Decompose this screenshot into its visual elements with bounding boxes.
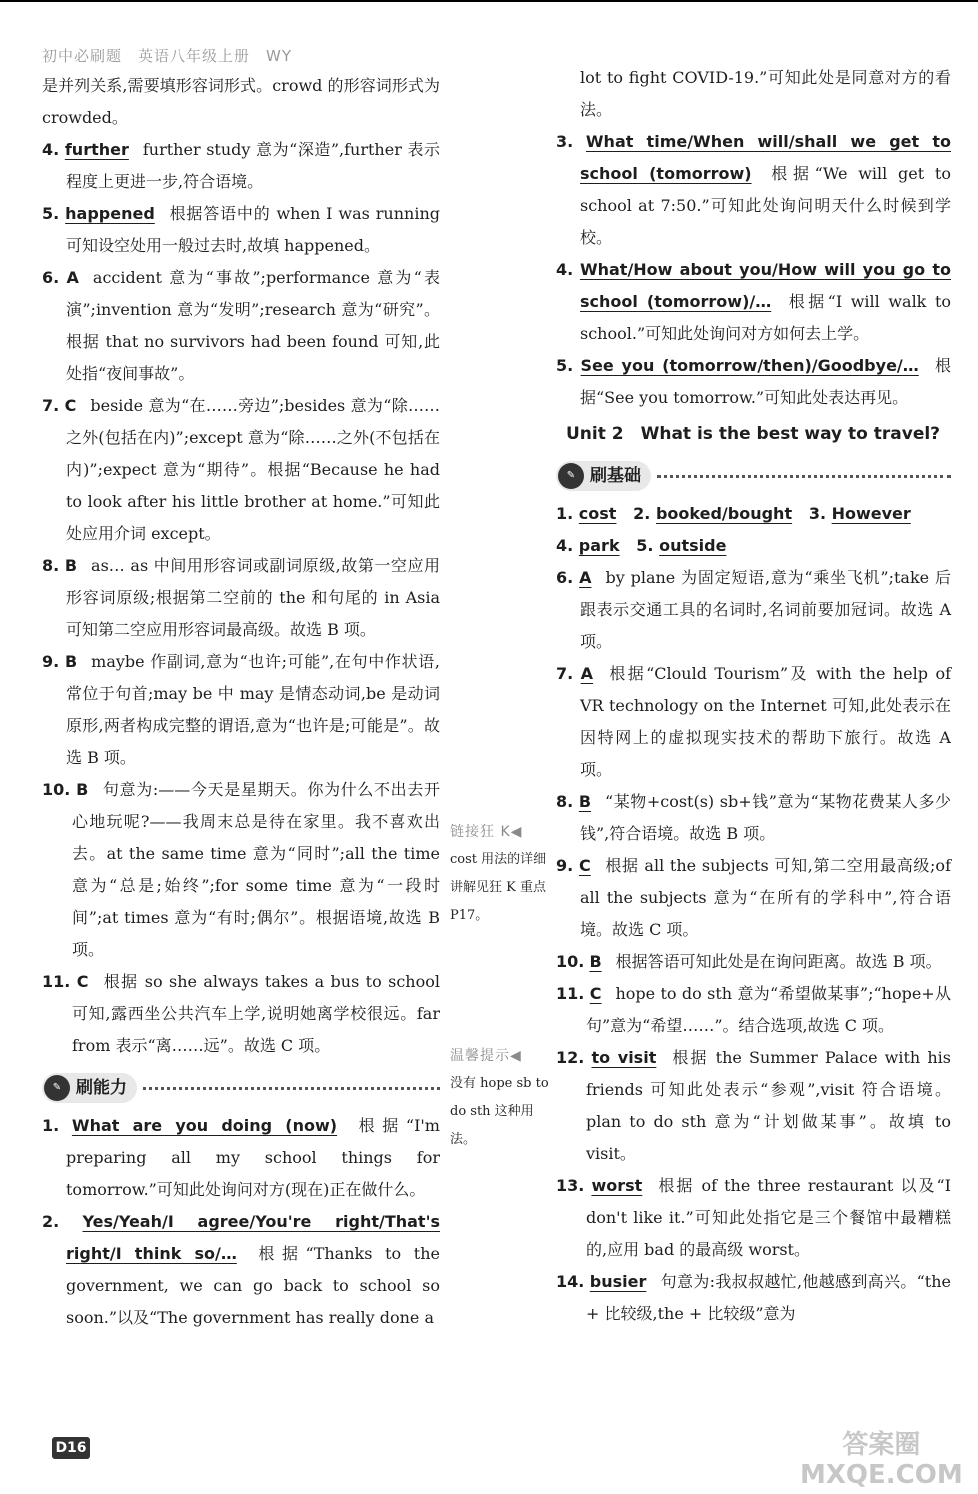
answer-item-b13: 13. worst 根据 of the three restaurant 以及“I don't like it.”可知此处指它是三个餐馆中最糟糕的,应用 bad 的最高级 worst。 xyxy=(556,1176,951,1259)
answer-item-r5: 5. See you (tomorrow/then)/Goodbye/… 根据“See you tomorrow.”可知此处表达再见。 xyxy=(556,356,951,407)
ability-item-2: 2. Yes/Yeah/I agree/You're right/That's right/I think so/… 根据“Thanks to the government, we can go back to school so soon.”以及“The government has really done a xyxy=(42,1212,441,1327)
dotted-divider xyxy=(657,475,951,478)
side-note-head: 温馨提示◀ xyxy=(450,1048,522,1064)
page-number: D16 xyxy=(52,1437,90,1459)
section-ability xyxy=(42,1068,440,1108)
top-rule xyxy=(0,0,978,2)
ability-item-1: 1. What are you doing (now) 根据“I'm preparing all my school things for tomorrow.”可知此处询问对方(现在)正在做什么。 xyxy=(42,1116,440,1199)
answer-item-4: 4. further further study 意为“深造”,further 表示程度上更进一步,符合语境。 xyxy=(42,140,440,191)
section-label: 刷基础 xyxy=(590,466,641,486)
page-header: 初中必刷题 英语八年级上册 WY xyxy=(42,47,292,65)
right-column xyxy=(556,62,951,1330)
answer-row-2: 4. park 5. outside xyxy=(556,536,727,555)
section-label: 刷能力 xyxy=(76,1078,127,1098)
section-badge xyxy=(42,1073,137,1103)
side-note-text: 没有 hope sb to do sth 这种用法。 xyxy=(450,1076,549,1147)
answer-item-8: 8. B as… as 中间用形容词或副词原级,故第一空应用形容词原级;根据第二空前的 the 和句尾的 in Asia 可知第二空应用形容词最高级。故选 B 项。 xyxy=(42,556,440,639)
section-basics xyxy=(556,456,951,496)
answer-item-b9: 9. C 根据 all the subjects 可知,第二空用最高级;of all the subjects 意为“在所有的学科中”,符合语境。故选 C 项。 xyxy=(556,856,951,939)
answer-item-b7: 7. A 根据“Clould Tourism”及 with the help of VR technology on the Internet 可知,此处表示在因特网上的虚拟现实技术的帮助下旅行。故选 A 项。 xyxy=(556,664,951,779)
answer-item-7: 7. C beside 意为“在……旁边”;besides 意为“除……之外(包括在内)”;except 意为“除……之外(不包括在内)”;expect 意为“期待”。根据“Because he had to look after his little brother at home.”可知此处应用介词 except。 xyxy=(42,396,440,543)
answer-item-b8: 8. B “某物+cost(s) sb+钱”意为“某物花费某人多少钱”,符合语境。故选 B 项。 xyxy=(556,792,951,843)
left-column xyxy=(42,70,440,1334)
pencil-icon: ✎ xyxy=(558,463,584,489)
answer-item-11: 11. C 根据 so she always takes a bus to school 可知,露西坐公共汽车上学,说明她离学校很远。far from 表示“离……远”。故选 C 项。 xyxy=(42,972,440,1055)
side-note-text: cost 用法的详细讲解见狂 K 重点 P17。 xyxy=(450,852,547,923)
side-note-link xyxy=(450,818,550,930)
side-note-tip xyxy=(450,1042,550,1154)
pencil-icon: ✎ xyxy=(44,1075,70,1101)
answer-item-b11: 11. C hope to do sth 意为“希望做某事”;“hope+从句”意为“希望……”。结合选项,故选 C 项。 xyxy=(556,984,951,1035)
answer-item-b6: 6. A by plane 为固定短语,意为“乘坐飞机”;take 后跟表示交通工具的名词时,名词前要加冠词。故选 A 项。 xyxy=(556,568,951,651)
answer-item-r4: 4. What/How about you/How will you go to school (tomorrow)/… 根据“I will walk to school.”可知此处询问对方如何去上学。 xyxy=(556,260,952,343)
right-continuation: lot to fight COVID-19.”可知此处是同意对方的看法。 xyxy=(580,68,951,119)
answer-item-6: 6. A accident 意为“事故”;performance 意为“表演”;invention 意为“发明”;research 意为“研究”。根据 that no survivors had been found 可知,此处指“夜间事故”。 xyxy=(42,268,440,383)
unit-title: Unit 2 What is the best way to travel? xyxy=(566,424,941,444)
left-intro: 是并列关系,需要填形容词形式。crowd 的形容词形式为 crowded。 xyxy=(42,76,440,127)
side-note-head: 链接狂 K◀ xyxy=(450,824,523,840)
answer-item-9: 9. B maybe 作副词,意为“也许;可能”,在句中作状语,常位于句首;may be 中 may 是情态动词,be 是动词原形,两者构成完整的谓语,意为“也许是;可能是”。故选 B 项。 xyxy=(42,652,440,767)
answer-item-b10: 10. B 根据答语可知此处是在询问距离。故选 B 项。 xyxy=(556,952,942,971)
section-badge xyxy=(556,461,651,491)
answer-item-10: 10. B 句意为:——今天是星期天。你为什么不出去开心地玩呢?——我周末总是待在家里。我不喜欢出去。at the same time 意为“同时”;all the time 意为“总是;始终”;for some time 意为“一段时间”;at times 意为“有时;偶尔”。根据语境,故选 B 项。 xyxy=(42,780,440,959)
watermark: 答案圈 MXQE.COM xyxy=(800,1430,963,1490)
answer-row-1: 1. cost 2. booked/bought 3. However xyxy=(556,504,911,523)
answer-item-b12: 12. to visit 根据 the Summer Palace with his friends 可知此处表示“参观”,visit 符合语境。plan to do sth 意为“计划做某事”。故填 to visit。 xyxy=(556,1048,952,1163)
dotted-divider xyxy=(143,1087,440,1090)
answer-item-b14: 14. busier 句意为:我叔叔越忙,他越感到高兴。“the + 比较级,the + 比较级”意为 xyxy=(556,1272,951,1323)
answer-item-5: 5. happened 根据答语中的 when I was running 可知设空处用一般过去时,故填 happened。 xyxy=(42,204,440,255)
answer-item-r3: 3. What time/When will/shall we get to school (tomorrow) 根据“We will get to school at 7:50.”可知此处询问明天什么时候到学校。 xyxy=(556,132,951,247)
